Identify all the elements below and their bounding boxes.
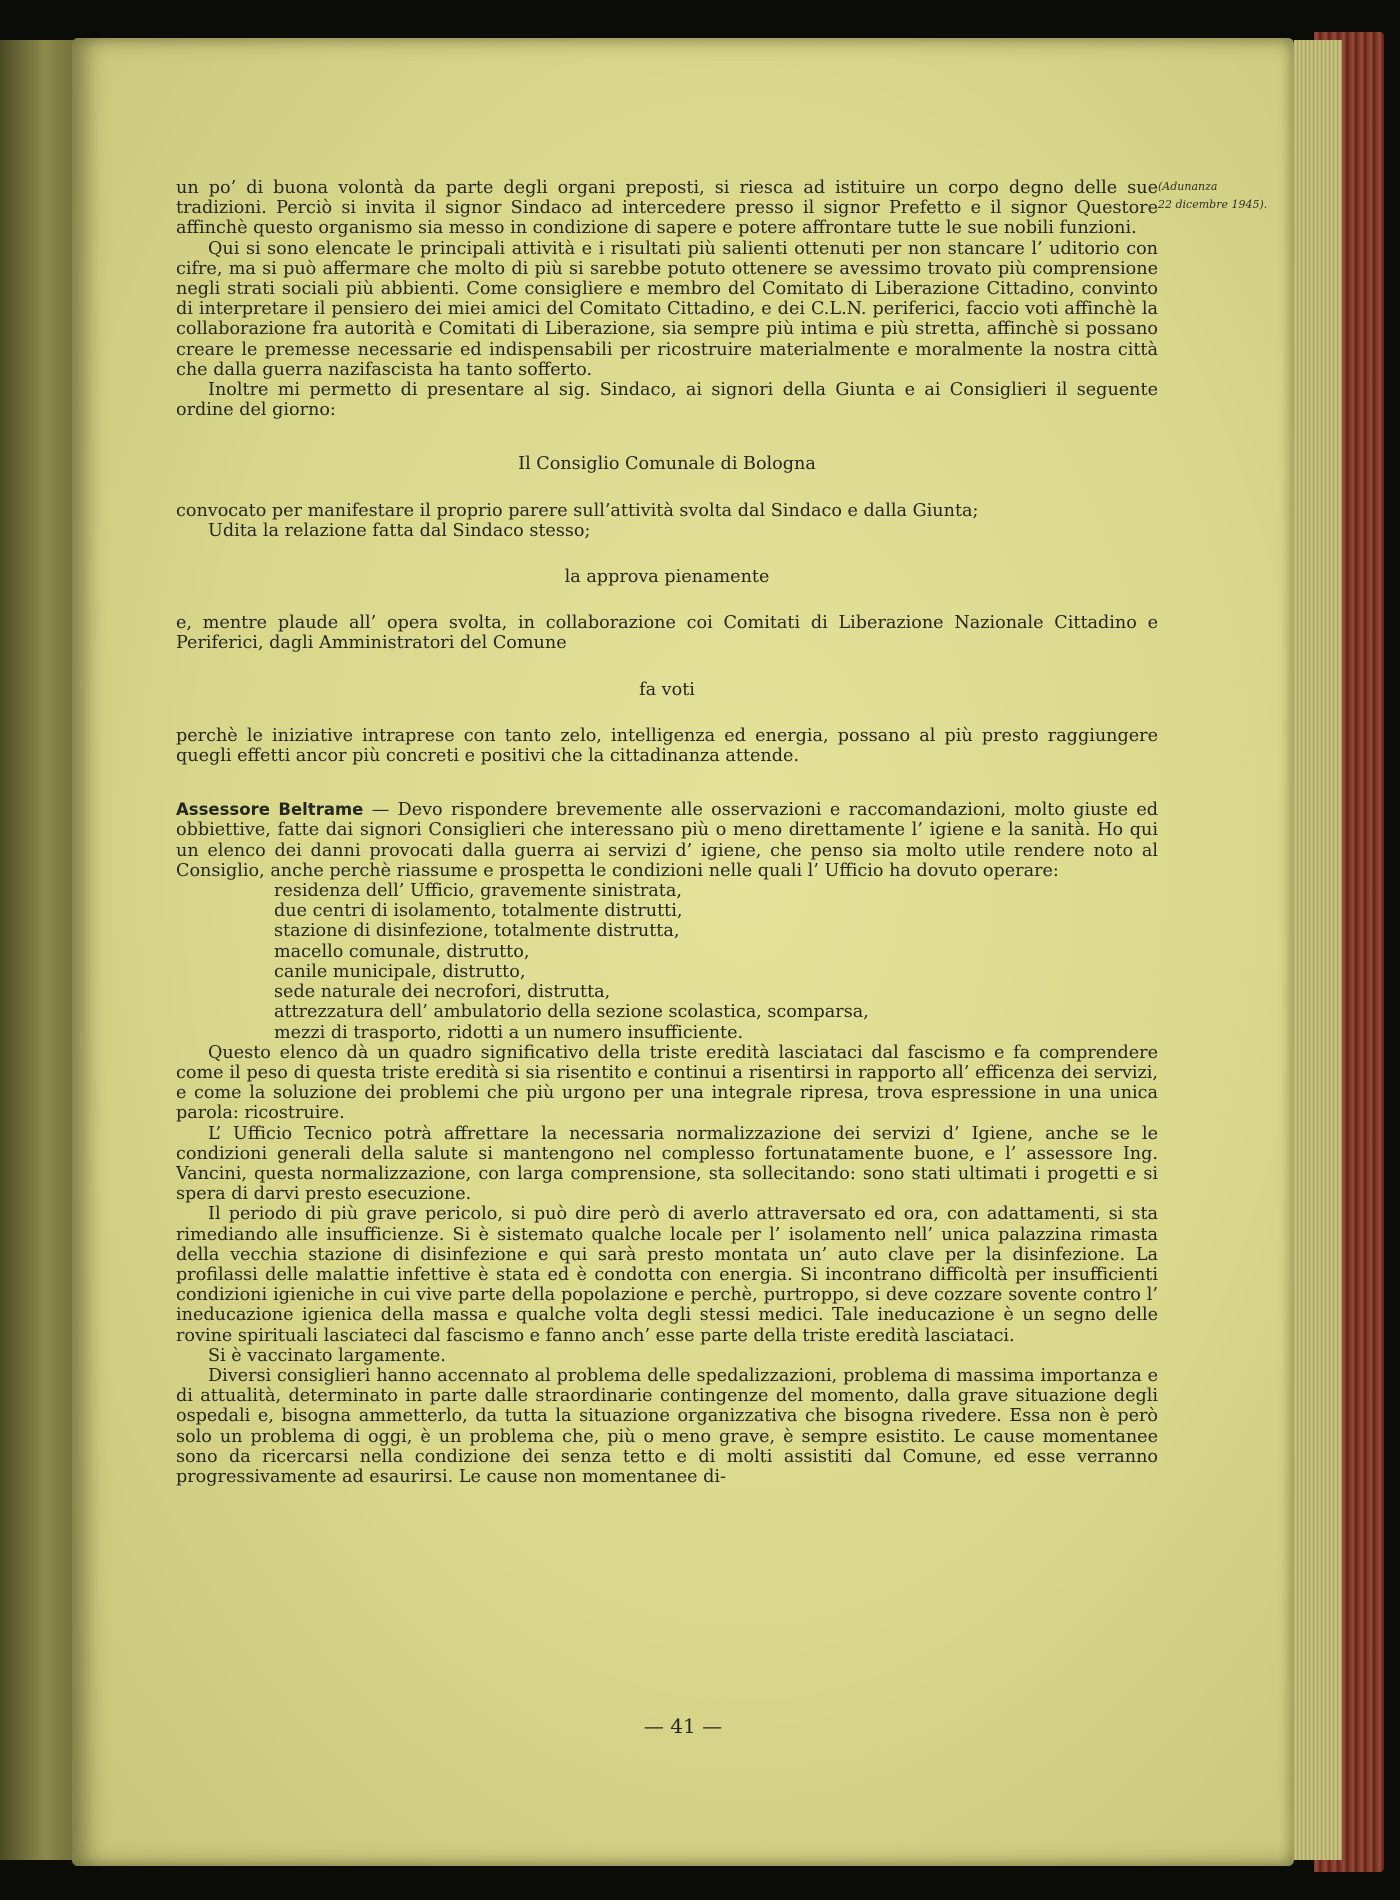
paragraph-1: un po’ di buona volontà da parte degli organi preposti, si riesca ad istituire un corpo degno delle sue tradizioni. Perciò si invita il signor Sindaco ad intercedere presso il signor Prefetto e il signor Questore affinchè questo organismo sia messo in condizione di sapere e potere affrontare tutte le sue nobili funzioni. — [176, 178, 1158, 239]
damage-list — [274, 881, 1158, 1043]
heading-council: Il Consiglio Comunale di Bologna — [518, 454, 816, 475]
list-item: canile municipale, distrutto, — [274, 961, 526, 982]
list-item: sede naturale dei necrofori, distrutta, — [274, 982, 611, 1003]
paragraph-9: Questo elenco dà un quadro significativo della triste eredità lasciataci dal fascismo e fa comprendere come il peso di questa triste eredità si sia risentito e continui a risentirsi in rapporto all’ efficenza dei servizi, e come la soluzione dei problemi che più urgono per una integrale ripresa, trova espressione in una unica parola: ricostruire. — [176, 1042, 1158, 1124]
margin-note-date: 22 dicembre 1945). — [1158, 198, 1268, 211]
list-item: due centri di isolamento, totalmente distrutti, — [274, 901, 683, 922]
list-item: residenza dell’ Ufficio, gravemente sinistrata, — [274, 881, 682, 902]
list-item: macello comunale, distrutto, — [274, 941, 530, 962]
paragraph-12: Si è vaccinato largamente. — [208, 1345, 446, 1366]
list-item: stazione di disinfezione, totalmente distrutta, — [274, 921, 680, 942]
page-stack-edge — [1294, 40, 1342, 1860]
paragraph-2: Qui si sono elencate le principali attività e i risultati più salienti ottenuti per non stancare l’ uditorio con cifre, ma si può affermare che molto di più si sarebbe potuto ottenere se avessimo trovato più comprensione negli strati sociali più abbienti. Come consigliere e membro del Comitato di Liberazione Cittadino, convinto di interpretare il pensiero dei miei amici del Comitato Cittadino, e dei C.L.N. periferici, faccio voti affinchè la collaborazione fra autorità e Comitati di Liberazione, sia sempre più intima e più stretta, affinchè si possano creare le premesse necessarie ed indispensabili per ricostruire materialmente e moralmente la nostra città che dalla guerra nazifascista ha tanto sofferto. — [176, 238, 1158, 380]
paragraph-11: Il periodo di più grave pericolo, si può dire però di averlo attraversato ed ora, con adattamenti, si sta rimediando alle insufficienze. Si è sistemato qualche locale per l’ isolamento nell’ unica palazzina rimasta della vecchia stazione di disinfezione e qui sarà presto montata un’ auto clave per la disinfezione. La profilassi delle malattie infettive è stata ed è condotta con energia. Si incontrano difficoltà per insufficienti condizioni igieniche in cui vive parte della popolazione e perchè, purtroppo, si deve cozzare sovente contro l’ ineducazione igienica della massa e qualche volta degli stessi medici. Tale ineducazione è un segno delle rovine spirituali lasciateci dal fascismo e fanno anch’ esse parte della triste eredità lasciataci. — [176, 1204, 1158, 1346]
paragraph-13: Diversi consiglieri hanno accennato al problema delle spedalizzazioni, problema di massima importanza e di attualità, determinato in parte dalle straordinarie contingenze del momento, dalla grave situazione degli ospedali e, bisogna ammetterlo, da tutta la situazione organizzativa che bisogna rivedere. Essa non è però solo un problema di oggi, è un problema che, più o meno grave, è sempre esistito. Le cause momentanee sono da ricercarsi nella condizione dei senza tetto e di molti assistiti dal Comune, ed esse verranno progressivamente ad esaurirsi. Le cause non momentanee di- — [176, 1365, 1158, 1487]
paragraph-4: convocato per manifestare il proprio parere sull’attività svolta dal Sindaco e dalla Giunta; — [176, 500, 979, 521]
paragraph-5: Udita la relazione fatta dal Sindaco stesso; — [208, 520, 591, 541]
list-item: attrezzatura dell’ ambulatorio della sezione scolastica, scomparsa, — [274, 1002, 869, 1023]
document-page — [72, 38, 1294, 1866]
speech-paragraph — [176, 800, 1158, 881]
heading-approva: la approva pienamente — [564, 567, 770, 588]
left-page-edge — [0, 40, 82, 1860]
page-number: — 41 — — [643, 1714, 723, 1738]
page-body — [176, 178, 1158, 1487]
paragraph-10: L’ Ufficio Tecnico potrà affrettare la necessaria normalizzazione dei servizi d’ Igiene, anche se le condizioni generali della salute si mantengono nel complesso fortunatamente buone, e l’ assessore Ing. Vancini, questa normalizzazione, con larga comprensione, sta sollecitando: sono stati ultimati i progetti e si spera di darvi presto esecuzione. — [176, 1123, 1158, 1205]
paragraph-3: Inoltre mi permetto di presentare al sig. Sindaco, ai signori della Giunta e ai Consiglieri il seguente ordine del giorno: — [176, 380, 1158, 421]
heading-voti: fa voti — [639, 679, 695, 700]
margin-note-session: (Adunanza — [1158, 180, 1218, 193]
margin-note — [1158, 178, 1308, 214]
speech-text: — Devo rispondere brevemente alle osservazioni e raccomandazioni, molto giuste ed obbiettive, fatte dai signori Consiglieri che interessano più o meno direttamente l’ igiene e la sanità. Ho qui un elenco dei danni provocati dalla guerra ai servizi d’ igiene, che penso sia molto utile rendere noto al Consiglio, anche perchè riassume e prospetta le condizioni nelle quali l’ Ufficio ha dovuto operare: — [176, 800, 1159, 881]
speaker-name: Assessore Beltrame — [176, 800, 364, 820]
list-item: mezzi di trasporto, ridotti a un numero insufficiente. — [274, 1022, 744, 1043]
paragraph-7: perchè le iniziative intraprese con tanto zelo, intelligenza ed energia, possano al più presto raggiungere quegli effetti ancor più concreti e positivi che la cittadinanza attende. — [176, 725, 1158, 767]
paragraph-6: e, mentre plaude all’ opera svolta, in collaborazione coi Comitati di Liberazione Nazionale Cittadino e Periferici, dagli Amministratori del Comune — [176, 613, 1158, 654]
